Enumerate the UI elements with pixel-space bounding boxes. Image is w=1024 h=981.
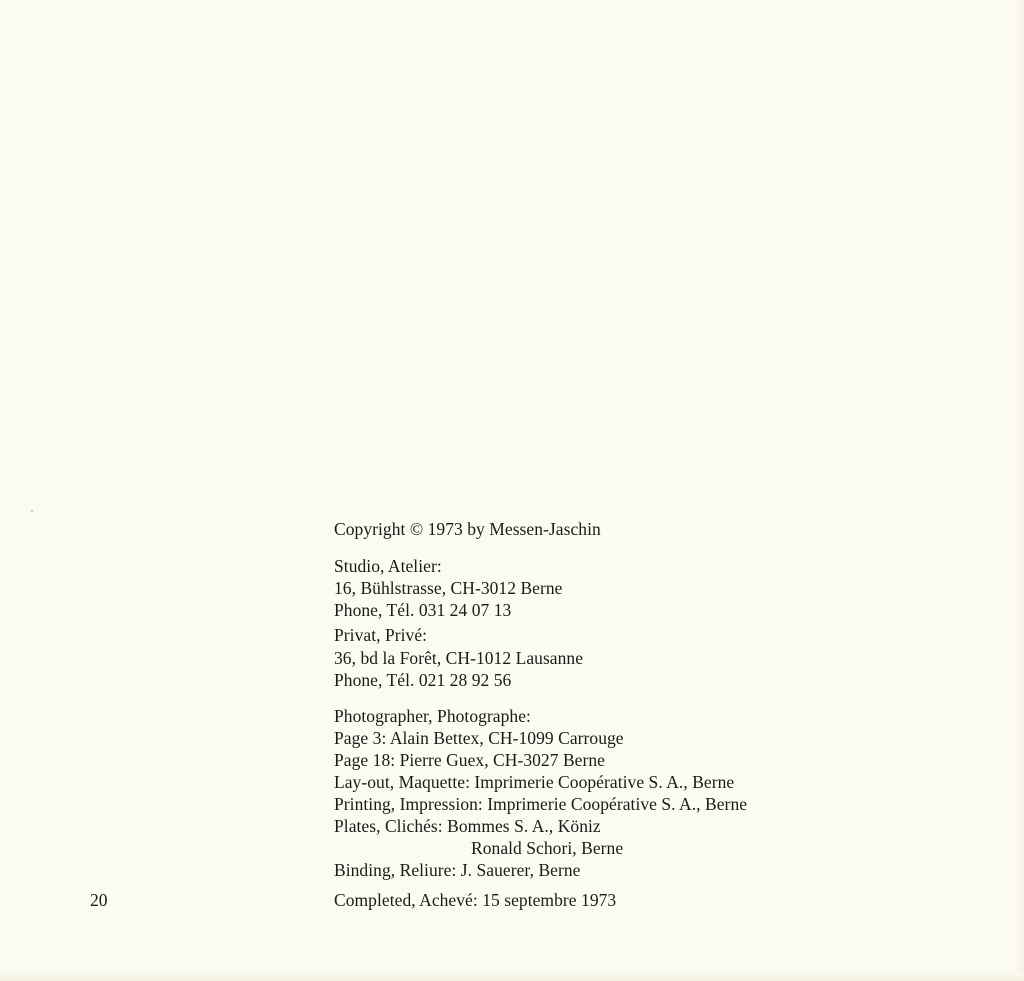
copyright-line: Copyright © 1973 by Messen-Jaschin — [334, 519, 601, 539]
paper-speck — [31, 510, 33, 512]
plates-credit: Plates, Clichés: Bommes S. A., Köniz — [334, 816, 601, 836]
photographer-label: Photographer, Photographe: — [334, 706, 531, 726]
page-edge-shadow — [1012, 0, 1024, 981]
plates-credit-second: Ronald Schori, Berne — [471, 838, 624, 858]
binding-credit: Binding, Reliure: J. Sauerer, Berne — [334, 860, 581, 880]
page-bottom-shadow — [0, 973, 1024, 981]
studio-address: 16, Bühlstrasse, CH-3012 Berne — [334, 578, 563, 598]
completion-date: Completed, Achevé: 15 septembre 1973 — [334, 890, 617, 910]
studio-phone: Phone, Tél. 031 24 07 13 — [334, 600, 512, 620]
printing-credit: Printing, Impression: Imprimerie Coopérative S. A., Berne — [334, 794, 748, 814]
studio-label: Studio, Atelier: — [334, 556, 442, 576]
layout-credit: Lay-out, Maquette: Imprimerie Coopérative S. A., Berne — [334, 772, 735, 792]
page-number: 20 — [90, 890, 108, 910]
private-address: 36, bd la Forêt, CH-1012 Lausanne — [334, 648, 584, 668]
private-phone: Phone, Tél. 021 28 92 56 — [334, 670, 512, 690]
private-label: Privat, Privé: — [334, 625, 428, 645]
photo-credit-page-18: Page 18: Pierre Guex, CH-3027 Berne — [334, 750, 605, 770]
photo-credit-page-3: Page 3: Alain Bettex, CH-1099 Carrouge — [334, 728, 624, 748]
